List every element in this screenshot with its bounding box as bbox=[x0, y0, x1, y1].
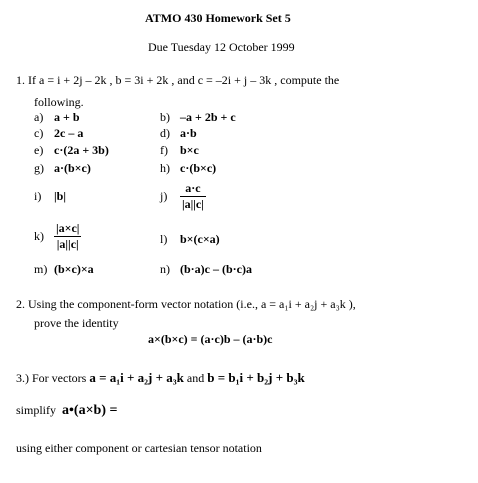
item-expr: 2c – a bbox=[54, 126, 84, 140]
simplify-label: simplify bbox=[16, 403, 57, 417]
due-date: Due Tuesday 12 October 1999 bbox=[148, 40, 295, 54]
fraction-denominator: |a||c| bbox=[182, 197, 204, 211]
item-a bbox=[34, 110, 80, 125]
item-label: f) bbox=[160, 143, 168, 157]
problem-1-stem: 1. If a = i + 2j – 2k , b = 3i + 2k , and c = –2i + j – 3k , compute the bbox=[16, 73, 340, 87]
problem-2-line-2: prove the identity bbox=[34, 316, 119, 330]
item-label: c) bbox=[34, 126, 44, 140]
fraction-numerator: |a×c| bbox=[56, 221, 80, 235]
item-label: k) bbox=[34, 229, 44, 243]
item-label: l) bbox=[160, 232, 168, 246]
item-label: m) bbox=[34, 262, 48, 276]
item-expr: b×(c×a) bbox=[180, 232, 220, 246]
vector-a: a = a₁i + a₂j + a₃k bbox=[89, 370, 184, 385]
fraction-numerator: a·c bbox=[185, 181, 201, 195]
notation-instruction: using either component or cartesian tensor notation bbox=[16, 441, 262, 455]
item-label: g) bbox=[34, 161, 44, 175]
item-k bbox=[34, 221, 81, 252]
item-expr: c·(2a + 3b) bbox=[54, 143, 109, 157]
item-label: i) bbox=[34, 189, 42, 203]
problem-2-line-1: 2. Using the component-form vector notation (i.e., a = a₁i + a₂j + a₃k ), bbox=[16, 297, 356, 311]
item-expr: a·b bbox=[180, 126, 197, 140]
item-h bbox=[160, 161, 216, 176]
fraction bbox=[54, 221, 81, 252]
item-label: j) bbox=[160, 189, 168, 203]
item-label: b) bbox=[160, 110, 170, 124]
item-expr: c·(b×c) bbox=[180, 161, 217, 175]
item-label: d) bbox=[160, 126, 170, 140]
item-label: e) bbox=[34, 143, 44, 157]
problem-3 bbox=[16, 370, 305, 386]
item-expr: a·(b×c) bbox=[54, 161, 91, 175]
item-i bbox=[34, 189, 66, 204]
item-expr: (b×c)×a bbox=[54, 262, 94, 276]
item-m bbox=[34, 262, 94, 277]
item-e bbox=[34, 143, 109, 158]
item-label: a) bbox=[34, 110, 44, 124]
problem-3-prefix: 3.) For vectors bbox=[16, 371, 87, 385]
fraction bbox=[180, 181, 206, 212]
simplify-line bbox=[16, 403, 117, 419]
item-label: n) bbox=[160, 262, 170, 276]
item-expr: |b| bbox=[54, 189, 66, 203]
simplify-expr: a•(a×b) = bbox=[62, 403, 118, 418]
item-label: h) bbox=[160, 161, 170, 175]
item-expr: b×c bbox=[180, 143, 199, 157]
vector-b: b = b₁i + b₂j + b₃k bbox=[207, 370, 305, 385]
and-text: and bbox=[186, 371, 205, 385]
problem-2-identity: a×(b×c) = (a·c)b – (a·b)c bbox=[148, 332, 273, 346]
item-b bbox=[160, 110, 236, 125]
page-title: ATMO 430 Homework Set 5 bbox=[145, 11, 291, 25]
item-g bbox=[34, 161, 91, 176]
item-n bbox=[160, 262, 252, 277]
item-expr: (b·a)c – (b·c)a bbox=[180, 262, 252, 276]
item-expr: a + b bbox=[54, 110, 80, 124]
item-expr: –a + 2b + c bbox=[180, 110, 236, 124]
item-j bbox=[160, 181, 206, 212]
item-d bbox=[160, 126, 197, 141]
fraction-denominator: |a||c| bbox=[54, 236, 81, 252]
item-l bbox=[160, 232, 220, 247]
item-f bbox=[160, 143, 199, 158]
problem-1-continuation: following. bbox=[34, 95, 84, 109]
item-c bbox=[34, 126, 83, 141]
